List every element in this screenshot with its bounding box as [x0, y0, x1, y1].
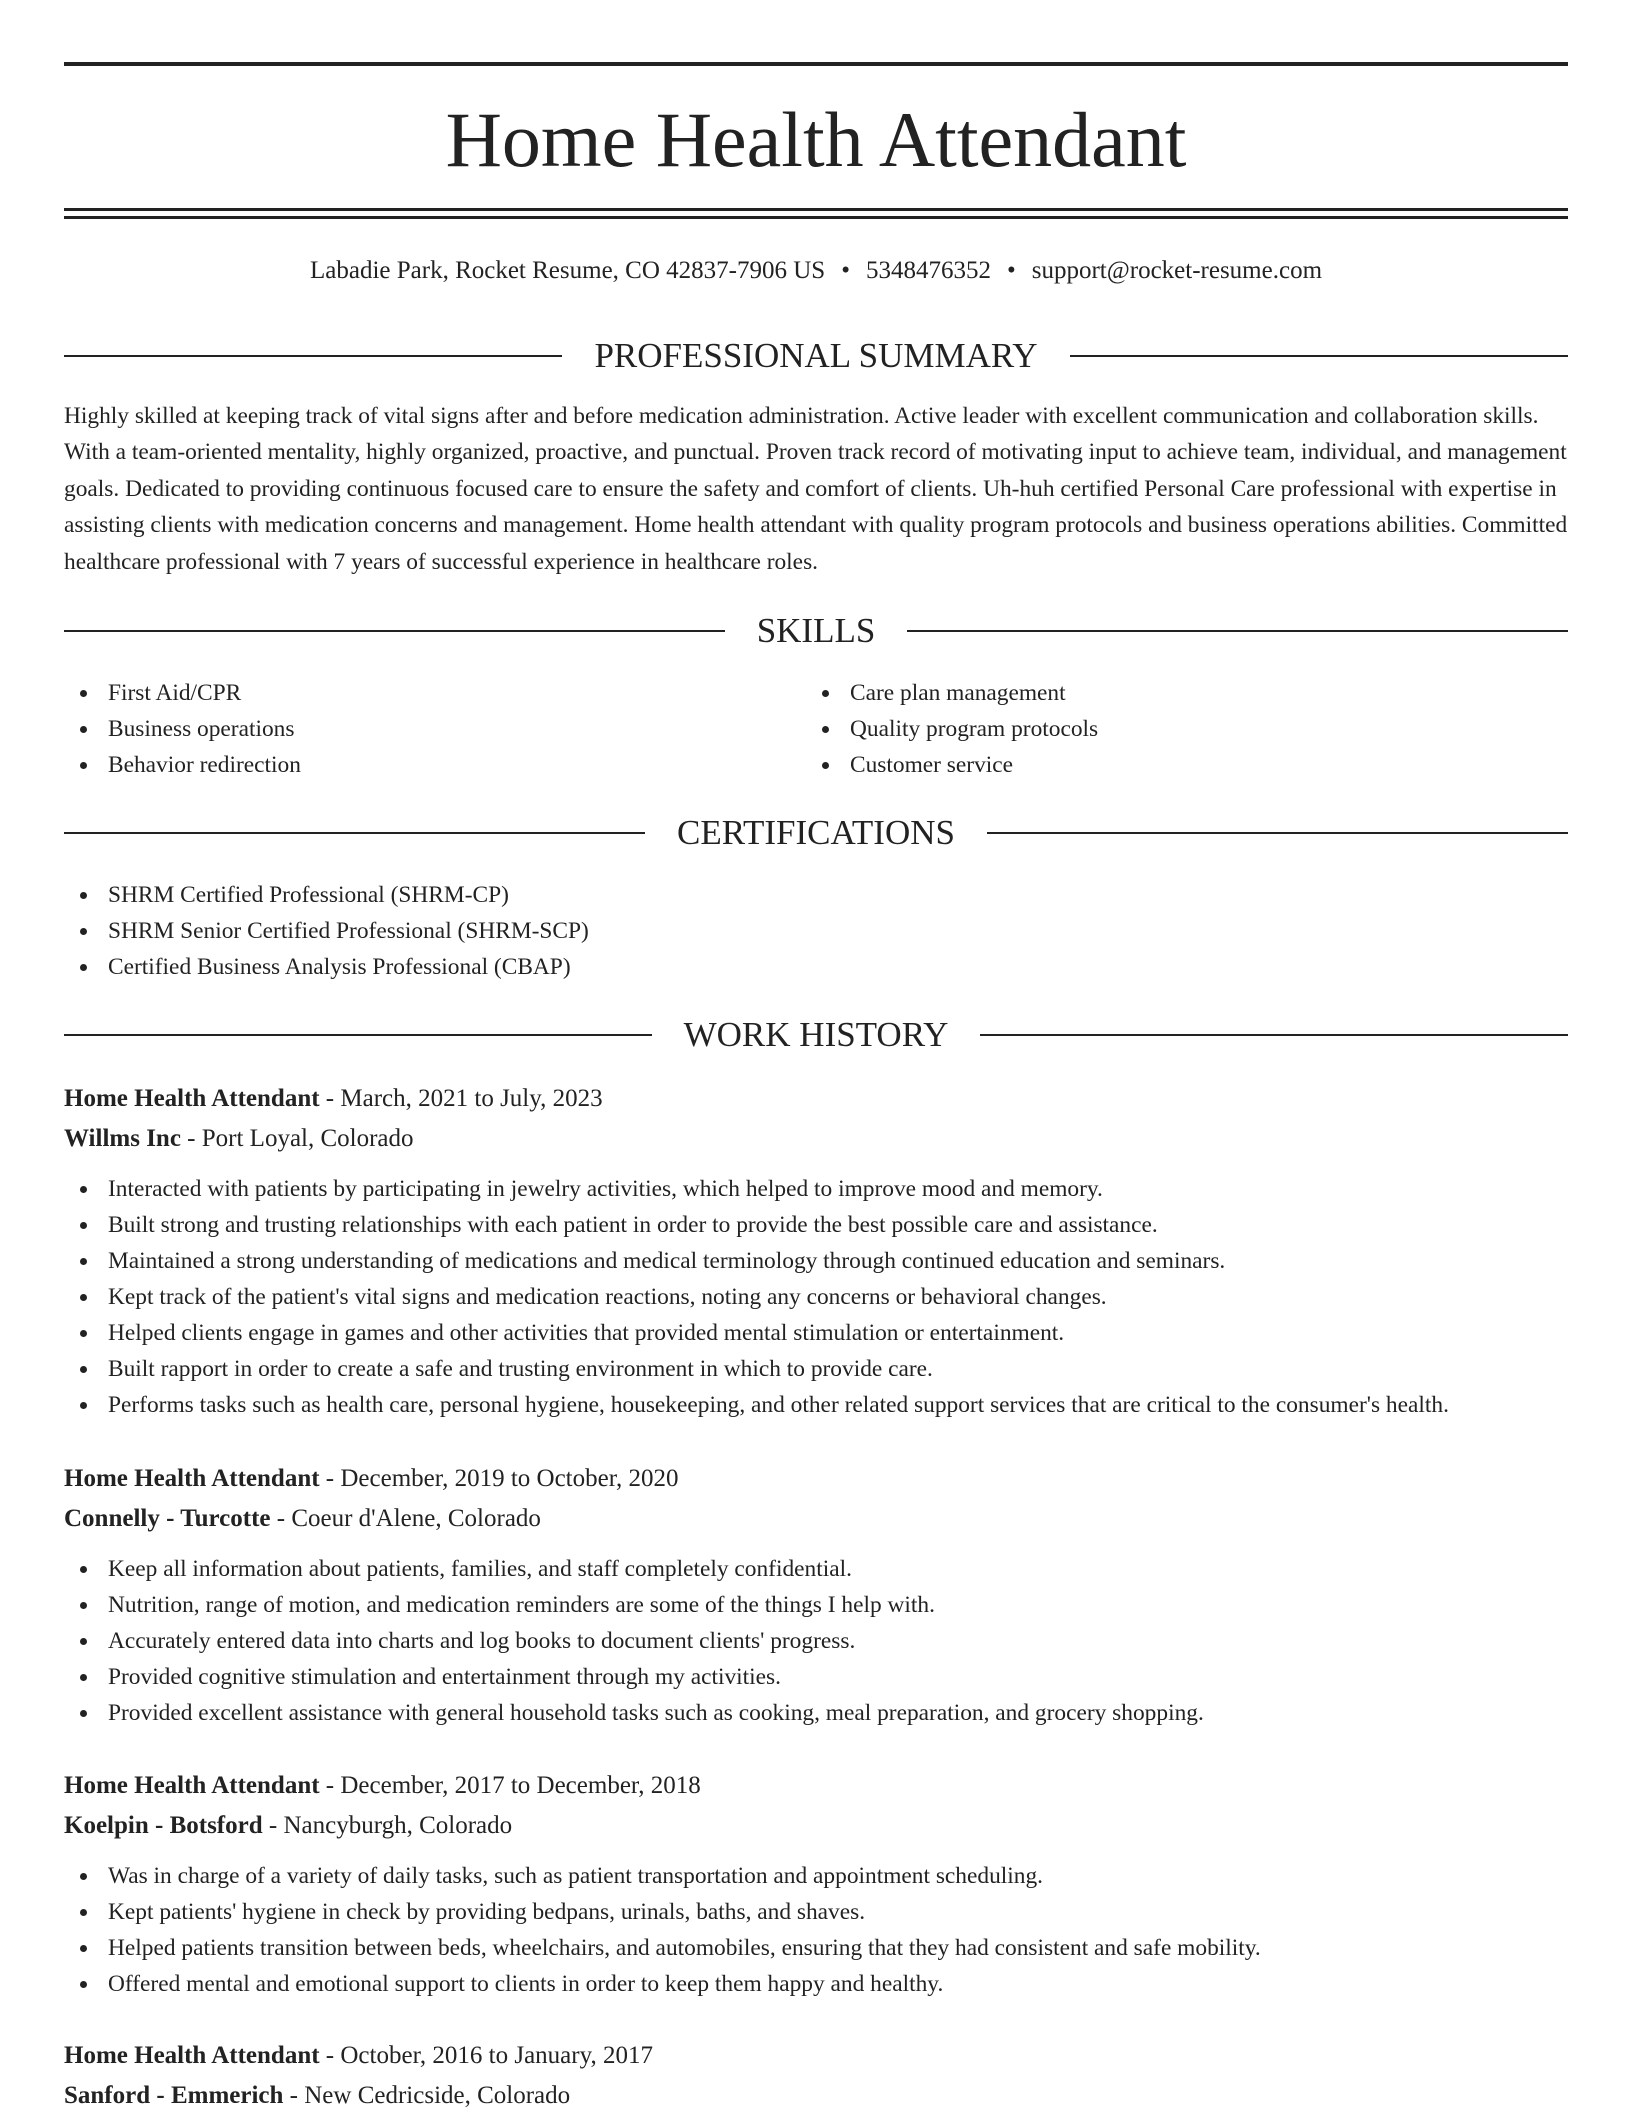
job-bullet: Provided cognitive stimulation and entertainment through my activities.	[64, 1659, 1568, 1695]
job-company: Connelly - Turcotte	[64, 1505, 271, 1532]
contact-line	[64, 254, 1568, 288]
job-bullet: Accurately entered data into charts and log books to document clients' progress.	[64, 1623, 1568, 1659]
top-rule	[64, 62, 1568, 66]
job-company-line: Sanford - Emmerich - New Cedricside, Colorado	[64, 2082, 571, 2109]
job-entry	[64, 2036, 1568, 2116]
job-bullet: Kept track of the patient's vital signs and medication reactions, noting any concerns or behavioral changes.	[64, 1279, 1568, 1315]
section-title: SKILLS	[756, 611, 876, 650]
certifications-list	[64, 877, 1568, 985]
job-dates: March, 2021 to July, 2023	[340, 1085, 603, 1112]
certification-item: SHRM Certified Professional (SHRM-CP)	[64, 877, 1568, 913]
job-bullet: Built strong and trusting relationships with each patient in order to provide the best possible care and assistance.	[64, 1207, 1568, 1243]
section-heading-summary	[64, 334, 1568, 378]
job-bullet: Nutrition, range of motion, and medication reminders are some of the things I help with.	[64, 1587, 1568, 1623]
skill-item: Customer service	[806, 747, 1546, 783]
job-title: Home Health Attendant	[64, 1085, 320, 1112]
heading-rule-right	[980, 1034, 1568, 1036]
job-title: Home Health Attendant	[64, 1772, 320, 1799]
section-heading-certifications	[64, 811, 1568, 855]
job-bullets	[64, 1858, 1568, 2002]
job-bullet: Was in charge of a variety of daily tasks, such as patient transportation and appointment scheduling.	[64, 1858, 1568, 1894]
skill-item: Behavior redirection	[64, 747, 804, 783]
section-title: CERTIFICATIONS	[677, 813, 955, 852]
job-title: Home Health Attendant	[64, 1465, 320, 1492]
job-dates: December, 2019 to October, 2020	[340, 1465, 679, 1492]
section-title: WORK HISTORY	[683, 1015, 949, 1054]
job-bullet: Keep all information about patients, families, and staff completely confidential.	[64, 1551, 1568, 1587]
job-bullet: Maintained a strong understanding of medications and medical terminology through continued education and seminars.	[64, 1243, 1568, 1279]
job-entry	[64, 1079, 1568, 1423]
job-bullet: Helped clients engage in games and other activities that provided mental stimulation or entertainment.	[64, 1315, 1568, 1351]
job-company-line: Koelpin - Botsford - Nancyburgh, Colorado	[64, 1812, 513, 1839]
job-bullet: Performs tasks such as health care, personal hygiene, housekeeping, and other related support services that are critical to the consumer's health.	[64, 1387, 1568, 1423]
job-role-line: Home Health Attendant - December, 2019 to October, 2020	[64, 1465, 679, 1492]
heading-rule-left	[64, 1034, 652, 1036]
job-entry	[64, 1766, 1568, 2002]
job-location: Port Loyal, Colorado	[201, 1125, 414, 1152]
contact-phone: 5348476352	[865, 257, 991, 284]
title-rule-lower	[64, 216, 1568, 219]
contact-separator: •	[841, 257, 850, 284]
heading-rule-right	[907, 630, 1568, 632]
section-title: PROFESSIONAL SUMMARY	[594, 336, 1038, 375]
resume-title: Home Health Attendant	[445, 96, 1187, 183]
job-company: Willms Inc	[64, 1125, 181, 1152]
job-role-line: Home Health Attendant - December, 2017 to December, 2018	[64, 1772, 701, 1799]
skills-list-right	[806, 675, 1546, 783]
job-location: Coeur d'Alene, Colorado	[291, 1505, 541, 1532]
certification-item: Certified Business Analysis Professional (CBAP)	[64, 949, 1568, 985]
heading-rule-left	[64, 630, 725, 632]
contact-address: Labadie Park, Rocket Resume, CO 42837-7906 US	[309, 257, 826, 284]
contact-separator: •	[1006, 257, 1016, 284]
job-location: Nancyburgh, Colorado	[283, 1812, 513, 1839]
job-bullet: Offered mental and emotional support to clients in order to keep them happy and healthy.	[64, 1966, 1568, 2002]
job-company-line: Connelly - Turcotte - Coeur d'Alene, Colorado	[64, 1505, 541, 1532]
job-bullet: Provided excellent assistance with general household tasks such as cooking, meal preparation, and grocery shopping.	[64, 1695, 1568, 1731]
skill-item: Quality program protocols	[806, 711, 1546, 747]
section-heading-work-history	[64, 1013, 1568, 1057]
job-location: New Cedricside, Colorado	[304, 2082, 571, 2109]
job-bullet: Built rapport in order to create a safe and trusting environment in which to provide care.	[64, 1351, 1568, 1387]
summary-text: Highly skilled at keeping track of vital signs after and before medication administration. Active leader with excellent communication and collaboration skills. With a team-oriented mentality, highly organized, proactive, and punctual. Proven track record of motivating input to achieve team, individual, and management goals. Dedicated to providing continuous focused care to ensure the safety and comfort of clients. Uh-huh certified Personal Care professional with expertise in assisting clients with medication concerns and management. Home health attendant with quality program protocols and business operations abilities. Committed healthcare professional with 7 years of successful experience in healthcare roles.	[64, 403, 1568, 575]
certification-item: SHRM Senior Certified Professional (SHRM-SCP)	[64, 913, 1568, 949]
skill-item: Care plan management	[806, 675, 1546, 711]
job-bullet: Interacted with patients by participating in jewelry activities, which helped to improve mood and memory.	[64, 1171, 1568, 1207]
skill-item: First Aid/CPR	[64, 675, 804, 711]
title-rule-upper	[64, 208, 1568, 211]
job-company-line: Willms Inc - Port Loyal, Colorado	[64, 1125, 414, 1152]
heading-rule-left	[64, 355, 562, 357]
heading-rule-right	[1070, 355, 1568, 357]
job-bullets	[64, 1171, 1568, 1423]
section-heading-skills	[64, 609, 1568, 653]
contact-email: support@rocket-resume.com	[1031, 257, 1323, 284]
heading-rule-left	[64, 832, 645, 834]
job-company: Koelpin - Botsford	[64, 1812, 263, 1839]
job-bullet: Helped patients transition between beds, wheelchairs, and automobiles, ensuring that they had consistent and safe mobility.	[64, 1930, 1568, 1966]
job-role-line: Home Health Attendant - March, 2021 to July, 2023	[64, 1085, 603, 1112]
job-entry	[64, 1459, 1568, 1731]
job-title: Home Health Attendant	[64, 2042, 320, 2069]
job-company: Sanford - Emmerich	[64, 2082, 284, 2109]
skills-list-left	[64, 675, 804, 783]
skill-item: Business operations	[64, 711, 804, 747]
job-bullets	[64, 1551, 1568, 1731]
job-bullet: Kept patients' hygiene in check by providing bedpans, urinals, baths, and shaves.	[64, 1894, 1568, 1930]
heading-rule-right	[987, 832, 1568, 834]
job-role-line: Home Health Attendant - October, 2016 to January, 2017	[64, 2042, 653, 2069]
job-dates: October, 2016 to January, 2017	[340, 2042, 653, 2069]
job-dates: December, 2017 to December, 2018	[340, 1772, 701, 1799]
